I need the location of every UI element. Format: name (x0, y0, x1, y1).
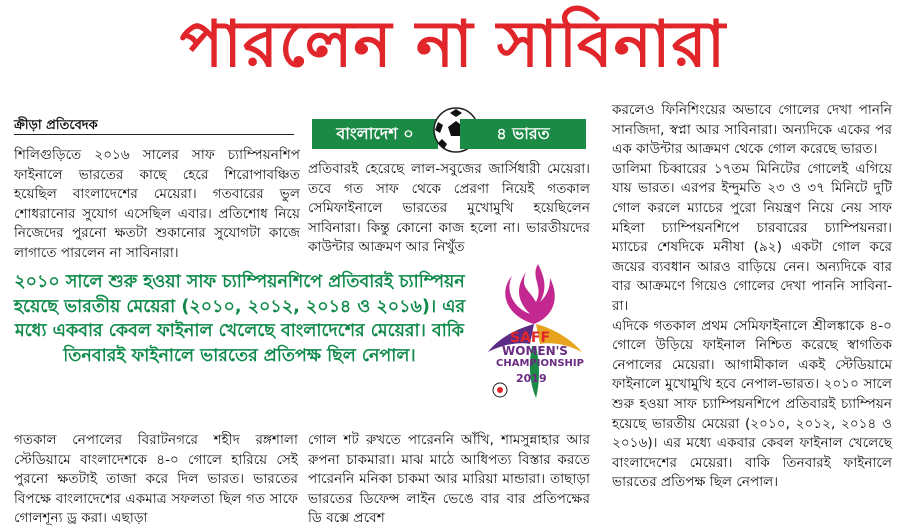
headline: পারলেন না সাবিনারা (179, 8, 727, 82)
pull-quote: ২০১০ সালে শুরু হওয়া সাফ চ্যাম্পিয়নশিপে প্রতিবারই চ্যাম্পিয়ন হয়েছে ভারতীয় মেয়েরা (২০১০, ২০১২, ২০১৪ ও ২০১৬)। এর মধ্যে একবার কেবল ফাইনাল খেলেছে বাংলাদেশের মেয়েরা। বাকি তিনবারই ফাইনালে ভারতের প্রতিপক্ষ ছিল নেপাল। (13, 272, 466, 366)
column-2-top (308, 160, 590, 258)
score-bar (312, 119, 586, 149)
logo-championship-text: CHAMPIONSHIP (496, 358, 584, 369)
logo-year-text: 2019 (516, 372, 547, 385)
logo-womens-text: WOMEN'S (502, 344, 568, 358)
paragraph: শিলিগুড়িতে ২০১৬ সালের সাফ চ্যাম্পিয়নশিপ ফাইনালে ভারতের কাছে হেরে শিরোপাবঞ্চিত হয়েছিল বাংলাদেশের মেয়েরা। গতবারের ভুল শোধরানোর সুযোগ এসেছিল এবার। প্রতিশোধ নিয়ে নিজেদের পুরনো ক্ষতটা শুকানোর সুযোগটা কাজে লাগাতে পারলেন না সাবিনারা। (14, 147, 300, 261)
paragraph: গোল শট রুখতে পারেননি আঁখি, শামসুন্নাহার আর রুপনা চাকমারা। মাঝ মাঠে আধিপত্য বিস্তার করতে পারেননি মনিকা চাকমা আর মারিয়া মান্ডারা। তাছাড়া ভারতের ডিফেন্স লাইন ভেঙে বার বার প্রতিপক্ষের ডি বক্সে প্রবেশ (308, 432, 590, 527)
column-1-top (14, 146, 300, 264)
column-2-bottom (308, 431, 590, 529)
column-3 (612, 101, 892, 493)
paragraph: গতকাল নেপালের বিরাটনগরে শহীদ রঙ্গশালা স্টেডিয়ামে বাংলাদেশকে ৪-০ গোলে হারিয়ে সেই পুরনো ক্ষতটাই তাজা করে দিল ভারত। ভারতের বিপক্ষে বাংলাদেশের একমাত্র সফলতা ছিল গত সাফে গোলশূন্য ড্র করা। এছাড়া (14, 432, 298, 527)
saff-championship-logo (470, 258, 602, 406)
score-bangladesh: বাংলাদেশ ০ (312, 119, 438, 149)
score-india: ৪ ভারত (460, 119, 586, 149)
byline-divider (14, 134, 294, 135)
column-1-bottom (14, 431, 298, 529)
paragraph: প্রতিবারই হেরেছে লাল-সবুজের জার্সিধারী মেয়েরা। তবে গত সাফ থেকে প্রেরণা নিয়েই গতকাল সেমিফাইনালে ভারতের মুখোমুখি হয়েছিলেন সাবিনারা। কিন্তু কোনো কাজ হলো না। ভারতীয়দের কাউন্টার আক্রমণ আর নিখুঁত (308, 161, 590, 256)
byline: ক্রীড়া প্রতিবেদক (14, 118, 98, 133)
paragraph: করলেও ফিনিশিংয়ের অভাবে গোলের দেখা পাননি সানজিদা, স্বপ্না আর সাবিনারা। অন্যদিকে একের পর এক কাউন্টার আক্রমণ থেকে গোল করেছে ভারত। (612, 102, 892, 158)
logo-saff-text: SAFF (510, 330, 551, 346)
paragraph: এদিকে গতকাল প্রথম সেমিফাইনালে শ্রীলঙ্কাকে ৪-০ গোলে উড়িয়ে ফাইনাল নিশ্চিত করেছে স্বাগতিক নেপালের মেয়েরা। আগামীকাল একই স্টেডিয়ামে ফাইনালে মুখোমুখি হবে নেপাল-ভারত। ২০১০ সালে শুরু হওয়া সাফ চ্যাম্পিয়নশিপে প্রতিবারই চ্যাম্পিয়ন হয়েছে ভারতীয় মেয়েরা (২০১০, ২০১২, ২০১৪ ও ২০১৬)। এর মধ্যে একবার কেবল ফাইনাল খেলেছে বাংলাদেশের মেয়েরা। বাকি তিনবারই ফাইনালে ভারতের প্রতিপক্ষ ছিল নেপাল। (612, 317, 892, 491)
paragraph: ডালিমা চিব্বারের ১৭তম মিনিটের গোলেই এগিয়ে যায় ভারত। এরপর ইন্দুমতি ২৩ ও ৩৭ মিনিটে দুটি গোল করলে ম্যাচের পুরো নিয়ন্ত্রণ নিয়ে নেয় সাফ মহিলা চ্যাম্পিয়নশিপে চারবারের চ্যাম্পিয়নরা। ম্যাচের শেষদিকে মনীষা (৯২) একটা গোল করে জয়ের ব্যবধান আরও বাড়িয়ে নেন। অন্যদিকে বার বার আক্রমণে গিয়েও গোলের দেখা পাননি সাবিনা-রা। (612, 160, 892, 314)
